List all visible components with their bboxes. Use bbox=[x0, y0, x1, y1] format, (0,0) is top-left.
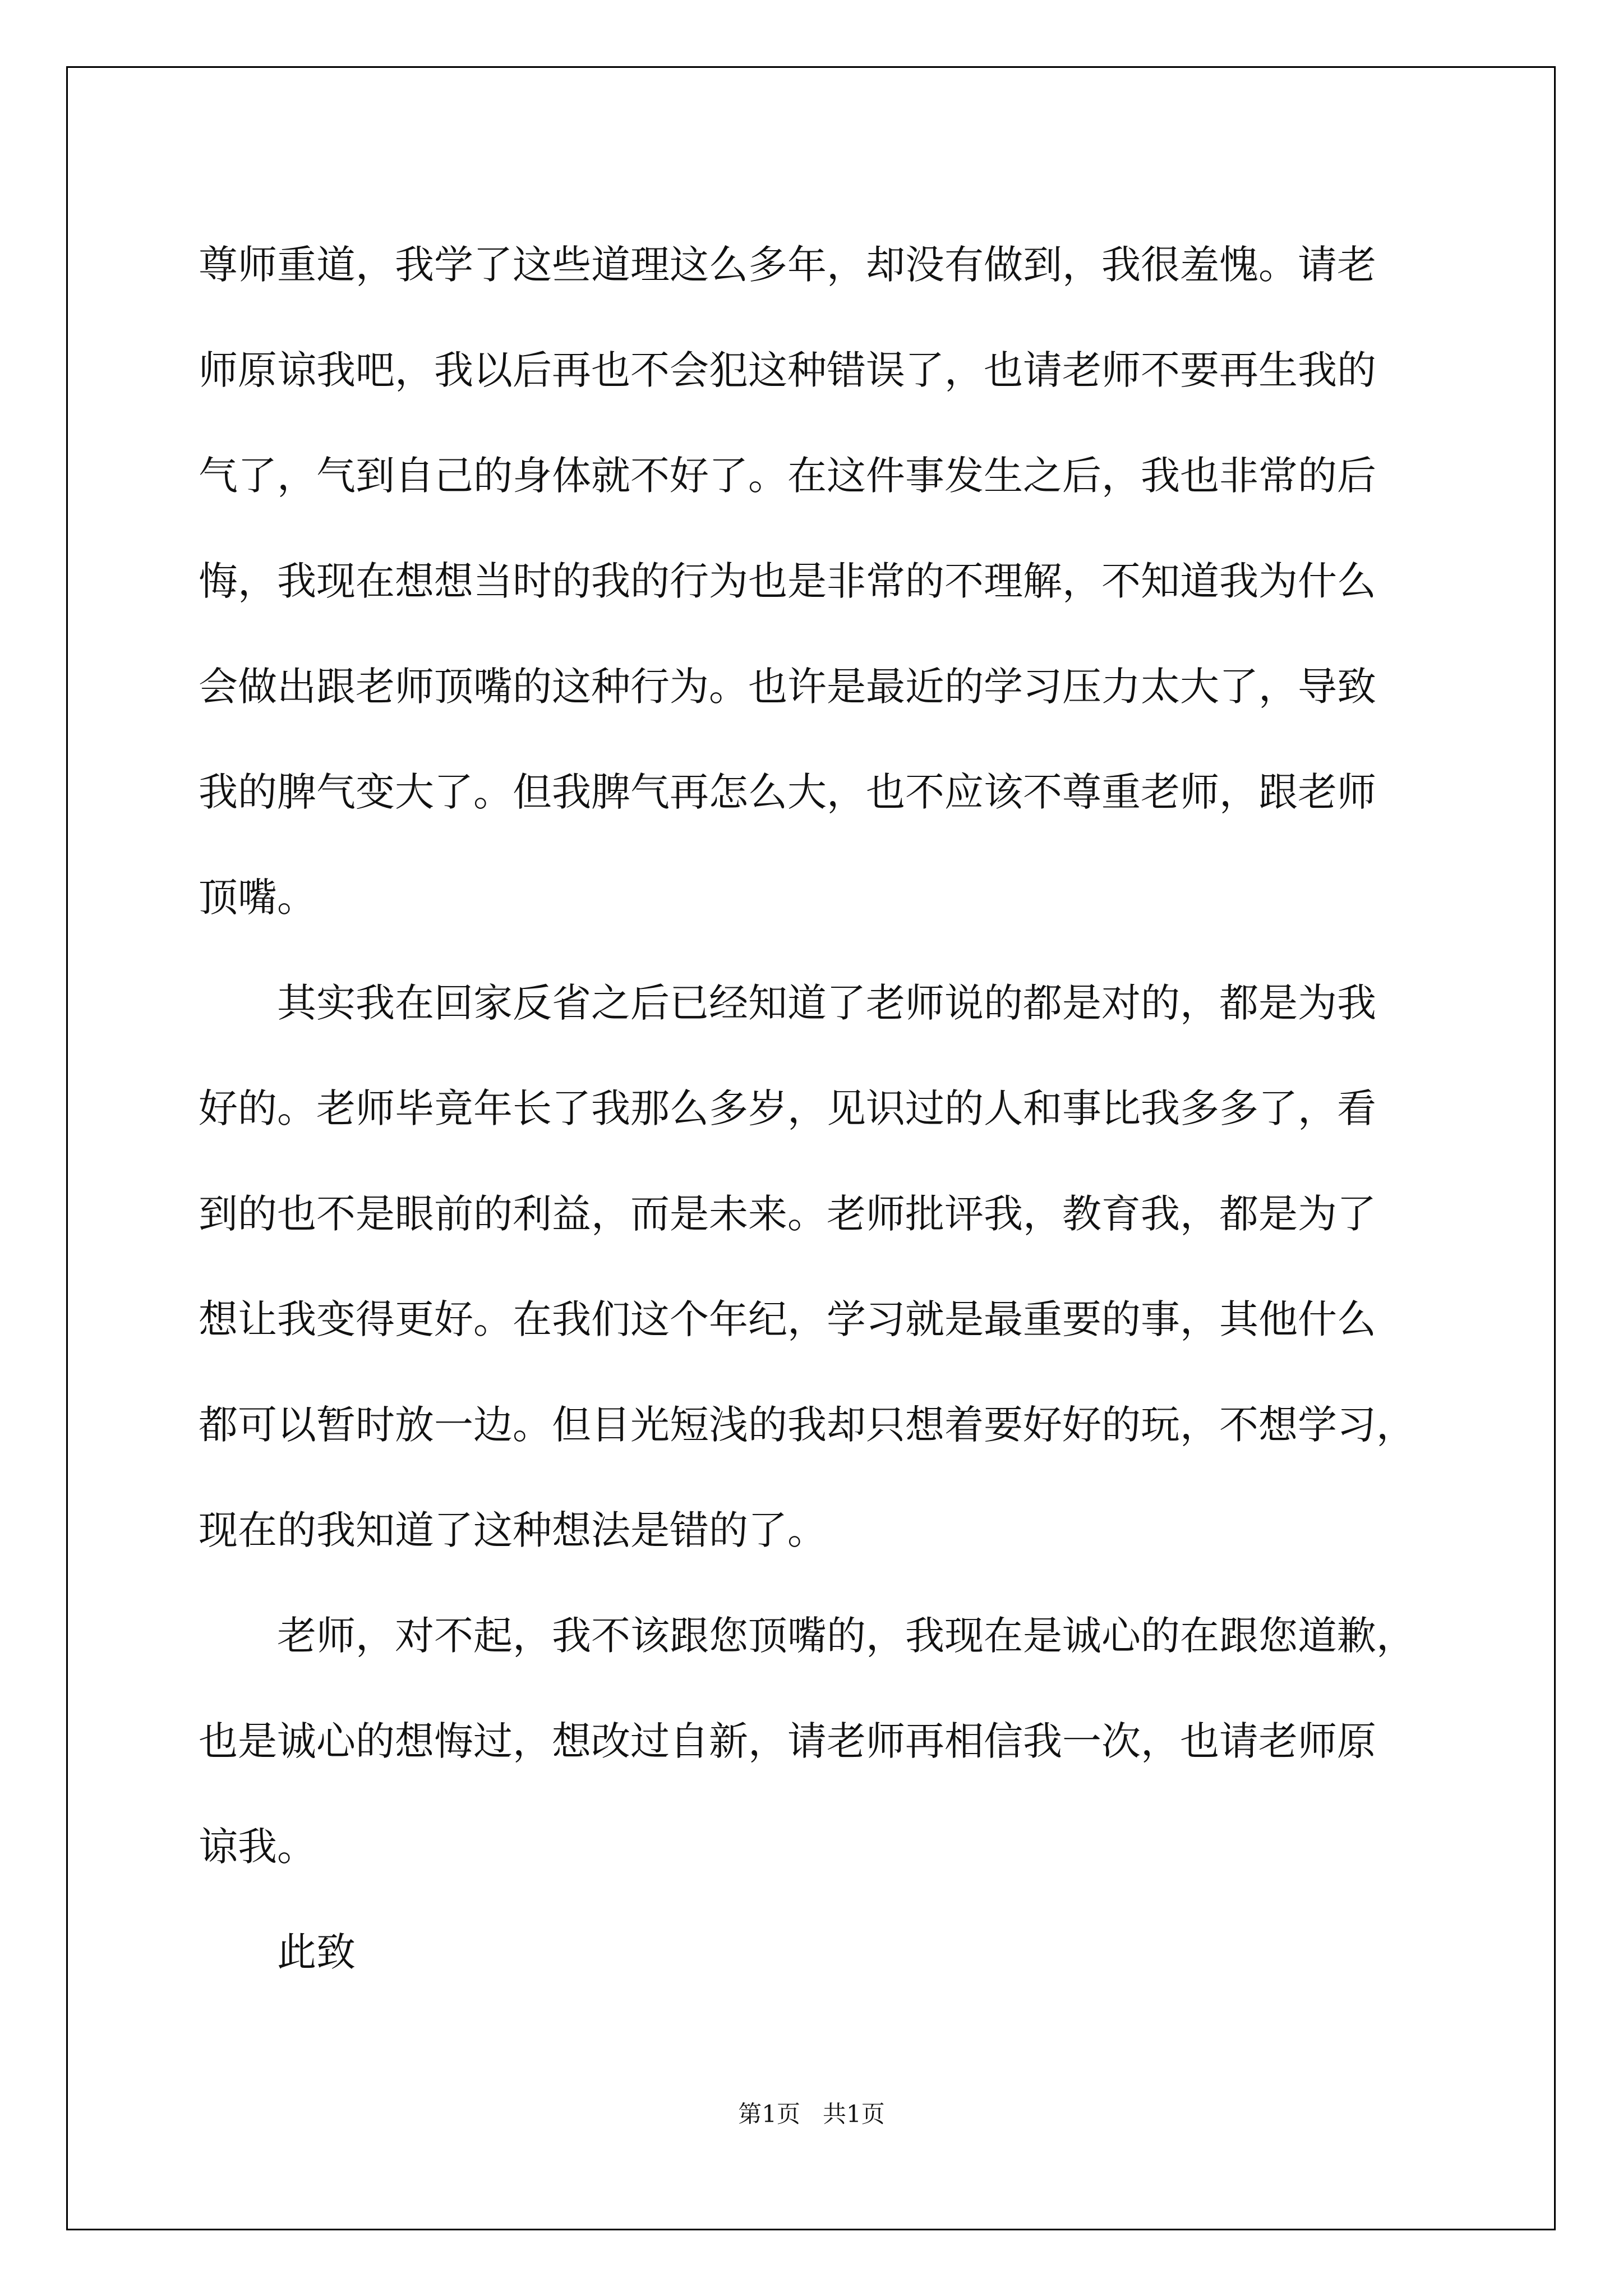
text-line: 谅我。 bbox=[199, 1824, 316, 1870]
document-body bbox=[199, 212, 1432, 2005]
text-line: 都可以暂时放一边。但目光短浅的我却只想着要好好的玩，不想学习， bbox=[199, 1402, 1415, 1448]
page-number-footer: 第1页 共1页 bbox=[738, 2100, 885, 2128]
closing-line: 此致 bbox=[277, 1929, 356, 1975]
text-line: 也是诚心的想悔过，想改过自新，请老师再相信我一次，也请老师原 bbox=[199, 1718, 1376, 1764]
closing bbox=[199, 1899, 1432, 2005]
text-line: 老师，对不起，我不该跟您顶嘴的，我现在是诚心的在跟您道歉， bbox=[277, 1613, 1415, 1659]
text-line: 师原谅我吧，我以后再也不会犯这种错误了，也请老师不要再生我的 bbox=[199, 347, 1376, 393]
text-line: 好的。老师毕竟年长了我那么多岁，见识过的人和事比我多多了，看 bbox=[199, 1085, 1376, 1131]
text-line: 悔，我现在想想当时的我的行为也是非常的不理解，不知道我为什么 bbox=[199, 558, 1376, 604]
text-line: 其实我在回家反省之后已经知道了老师说的都是对的，都是为我 bbox=[277, 980, 1376, 1026]
text-line: 我的脾气变大了。但我脾气再怎么大，也不应该不尊重老师，跟老师 bbox=[199, 769, 1376, 815]
paragraph bbox=[199, 950, 1432, 1583]
paragraph bbox=[199, 1583, 1432, 1899]
text-line: 气了，气到自己的身体就不好了。在这件事发生之后，我也非常的后 bbox=[199, 453, 1376, 499]
text-line: 会做出跟老师顶嘴的这种行为。也许是最近的学习压力太大了，导致 bbox=[199, 664, 1376, 710]
text-line: 想让我变得更好。在我们这个年纪，学习就是最重要的事，其他什么 bbox=[199, 1296, 1376, 1342]
text-line: 顶嘴。 bbox=[199, 875, 316, 921]
text-line: 尊师重道，我学了这些道理这么多年，却没有做到，我很羞愧。请老 bbox=[199, 242, 1376, 288]
paragraph bbox=[199, 212, 1432, 950]
text-line: 到的也不是眼前的利益，而是未来。老师批评我，教育我，都是为了 bbox=[199, 1191, 1376, 1237]
text-line: 现在的我知道了这种想法是错的了。 bbox=[199, 1507, 827, 1553]
